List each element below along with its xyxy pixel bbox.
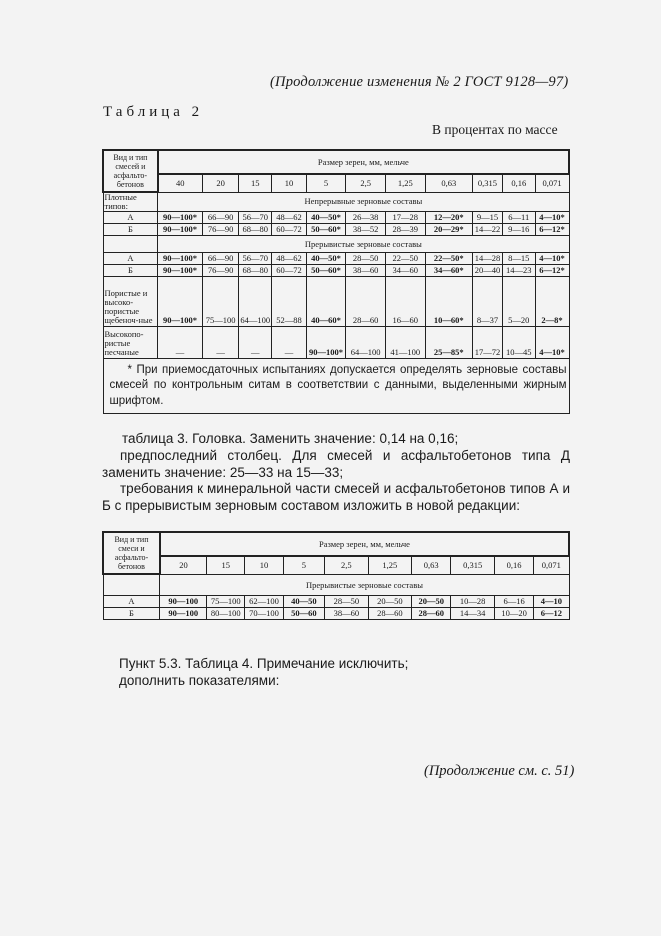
value-cell: 90—100* bbox=[158, 264, 203, 276]
table-row bbox=[103, 211, 569, 223]
value-cell: 34—60 bbox=[385, 264, 425, 276]
paragraph-supplement: дополнить показателями: bbox=[119, 673, 280, 688]
value-cell: 16—60 bbox=[385, 276, 425, 326]
size-header-cell: 0,16 bbox=[494, 556, 533, 574]
value-cell: 50—60* bbox=[306, 264, 346, 276]
value-cell: 66—90 bbox=[202, 211, 239, 223]
value-cell: 90—100 bbox=[160, 596, 207, 608]
paragraph-penultimate-column: предпоследний столбец. Для смесей и асфальтобетонов типа Д заменить значение: 25—33 на 15—33; bbox=[102, 448, 570, 480]
value-cell: 38—60 bbox=[346, 264, 386, 276]
value-cell: 4—10* bbox=[535, 211, 569, 223]
value-cell: 64—100 bbox=[346, 326, 386, 358]
size-header-cell: 0,315 bbox=[451, 556, 494, 574]
size-header-cell: 20 bbox=[202, 174, 239, 192]
table-row bbox=[103, 596, 569, 608]
value-cell: 64—100 bbox=[239, 276, 272, 326]
table2-section1-left: Плотные типов: bbox=[103, 192, 158, 211]
size-header-cell: 1,25 bbox=[368, 556, 411, 574]
value-cell: 40—50 bbox=[283, 596, 324, 608]
size-header-cell: 40 bbox=[158, 174, 203, 192]
size-header-cell: 2,5 bbox=[325, 556, 368, 574]
value-cell: 40—50* bbox=[306, 211, 346, 223]
value-cell: 75—100 bbox=[207, 596, 245, 608]
table2-footnote: * При приемосдаточных испытаниях допускается определять зерновые составы смесей по контрольным ситам в соответствии с данными, выделенными жирным шрифтом. bbox=[103, 358, 569, 414]
table-row bbox=[103, 264, 569, 276]
row-type: Б bbox=[103, 223, 158, 235]
size-header-cell: 0,315 bbox=[473, 174, 503, 192]
value-cell: 25—85* bbox=[425, 326, 472, 358]
value-cell: 12—20* bbox=[425, 211, 472, 223]
value-cell: 90—100 bbox=[160, 608, 207, 620]
value-cell: 17—28 bbox=[385, 211, 425, 223]
size-header-cell: 2,5 bbox=[346, 174, 386, 192]
value-cell: 14—22 bbox=[473, 223, 503, 235]
size-header-cell: 15 bbox=[239, 174, 272, 192]
table2-size-header: Размер зерен, мм, мельче bbox=[158, 150, 569, 174]
table-row bbox=[103, 608, 569, 620]
row-type: А bbox=[103, 211, 158, 223]
value-cell: — bbox=[239, 326, 272, 358]
value-cell: 6—11 bbox=[502, 211, 535, 223]
value-cell: 22—50 bbox=[385, 252, 425, 264]
value-cell: 76—90 bbox=[202, 264, 239, 276]
value-cell: 6—12* bbox=[535, 223, 569, 235]
continuation-header: (Продолжение изменения № 2 ГОСТ 9128—97) bbox=[270, 74, 569, 90]
value-cell: 60—72 bbox=[272, 223, 307, 235]
value-cell: 90—100* bbox=[158, 252, 203, 264]
value-cell: 52—88 bbox=[272, 276, 307, 326]
value-cell: 76—90 bbox=[202, 223, 239, 235]
value-cell: 4—10 bbox=[534, 596, 569, 608]
row-type: Высокопо-ристые песчаные bbox=[103, 326, 158, 358]
value-cell: 90—100* bbox=[158, 211, 203, 223]
value-cell: 28—39 bbox=[385, 223, 425, 235]
value-cell: 48—62 bbox=[272, 252, 307, 264]
table3-section-label: Прерывистые зерновые составы bbox=[160, 574, 569, 596]
value-cell: 90—100* bbox=[158, 276, 203, 326]
value-cell: 2—8* bbox=[535, 276, 569, 326]
value-cell: 4—10* bbox=[535, 326, 569, 358]
table-row bbox=[103, 276, 569, 326]
size-header-cell: 0,071 bbox=[535, 174, 569, 192]
value-cell: 62—100 bbox=[245, 596, 283, 608]
continuation-footer: (Продолжение см. с. 51) bbox=[424, 763, 575, 779]
value-cell: 20—50 bbox=[368, 596, 411, 608]
value-cell: 34—60* bbox=[425, 264, 472, 276]
value-cell: 60—72 bbox=[272, 264, 307, 276]
row-type: А bbox=[103, 596, 160, 608]
value-cell: 5—20 bbox=[502, 276, 535, 326]
value-cell: 68—80 bbox=[239, 264, 272, 276]
value-cell: 20—50 bbox=[412, 596, 451, 608]
value-cell: 40—60* bbox=[306, 276, 346, 326]
value-cell: 56—70 bbox=[239, 252, 272, 264]
table3-size-header: Размер зерен, мм, мельче bbox=[160, 532, 569, 556]
paragraph-requirements: требования к минеральной части смесей и асфальтобетонов типов А и Б с прерывистым зерновым составом изложить в новой редакции: bbox=[102, 481, 570, 513]
row-type: Б bbox=[103, 264, 158, 276]
size-header-cell: 0,16 bbox=[502, 174, 535, 192]
value-cell: 14—34 bbox=[451, 608, 494, 620]
value-cell: 90—100* bbox=[306, 326, 346, 358]
value-cell: 90—100* bbox=[158, 223, 203, 235]
row-type: А bbox=[103, 252, 158, 264]
paragraph-point-5-3: Пункт 5.3. Таблица 4. Примечание исключить; bbox=[119, 656, 409, 671]
value-cell: 4—10* bbox=[535, 252, 569, 264]
value-cell: 38—60 bbox=[325, 608, 368, 620]
value-cell: 20—40 bbox=[473, 264, 503, 276]
value-cell: 70—100 bbox=[245, 608, 283, 620]
value-cell: 22—50* bbox=[425, 252, 472, 264]
row-type: Б bbox=[103, 608, 160, 620]
size-header-cell: 5 bbox=[283, 556, 324, 574]
table2-head-label: Вид и тип смесей и асфальто-бетонов bbox=[103, 150, 158, 192]
table3-head-label: Вид и тип смеси и асфальто-бетонов bbox=[103, 532, 160, 574]
value-cell: 6—12* bbox=[535, 264, 569, 276]
value-cell: 50—60* bbox=[306, 223, 346, 235]
value-cell: 26—38 bbox=[346, 211, 386, 223]
value-cell: 75—100 bbox=[202, 276, 239, 326]
value-cell: 28—60 bbox=[368, 608, 411, 620]
table2-section2-label: Прерывистые зерновые составы bbox=[158, 235, 569, 252]
value-cell: 40—50* bbox=[306, 252, 346, 264]
value-cell: 28—60 bbox=[346, 276, 386, 326]
table2-units: В процентах по массе bbox=[432, 122, 558, 137]
paragraph-table3-head: таблица 3. Головка. Заменить значение: 0,14 на 0,16; bbox=[122, 431, 459, 446]
value-cell: 8—37 bbox=[473, 276, 503, 326]
value-cell: 80—100 bbox=[207, 608, 245, 620]
table2-title: Таблица 2 bbox=[103, 104, 204, 120]
table-row bbox=[103, 326, 569, 358]
value-cell: — bbox=[272, 326, 307, 358]
value-cell: 10—45 bbox=[502, 326, 535, 358]
size-header-cell: 0,071 bbox=[534, 556, 569, 574]
value-cell: 17—72 bbox=[473, 326, 503, 358]
value-cell: 10—28 bbox=[451, 596, 494, 608]
size-header-cell: 0,63 bbox=[425, 174, 472, 192]
table-2 bbox=[102, 149, 570, 414]
value-cell: 68—80 bbox=[239, 223, 272, 235]
value-cell: 10—20 bbox=[494, 608, 533, 620]
value-cell: 66—90 bbox=[202, 252, 239, 264]
value-cell: — bbox=[202, 326, 239, 358]
value-cell: 28—50 bbox=[325, 596, 368, 608]
table-row bbox=[103, 223, 569, 235]
value-cell: 8—15 bbox=[502, 252, 535, 264]
value-cell: 9—15 bbox=[473, 211, 503, 223]
row-type: Пористые и высоко-пористые щебеноч-ные bbox=[103, 276, 158, 326]
value-cell: 14—28 bbox=[473, 252, 503, 264]
value-cell: 6—12 bbox=[534, 608, 569, 620]
size-header-cell: 1,25 bbox=[385, 174, 425, 192]
value-cell: 48—62 bbox=[272, 211, 307, 223]
value-cell: 50—60 bbox=[283, 608, 324, 620]
value-cell: 28—50 bbox=[346, 252, 386, 264]
value-cell: 10—60* bbox=[425, 276, 472, 326]
size-header-cell: 10 bbox=[245, 556, 283, 574]
value-cell: 56—70 bbox=[239, 211, 272, 223]
size-header-cell: 5 bbox=[306, 174, 346, 192]
table-3-new bbox=[102, 531, 570, 620]
value-cell: 38—52 bbox=[346, 223, 386, 235]
size-header-cell: 10 bbox=[272, 174, 307, 192]
table-row bbox=[103, 252, 569, 264]
size-header-cell: 0,63 bbox=[412, 556, 451, 574]
value-cell: 14—23 bbox=[502, 264, 535, 276]
table2-section1-label: Непрерывные зерновые составы bbox=[158, 192, 569, 211]
value-cell: 9—16 bbox=[502, 223, 535, 235]
value-cell: 6—16 bbox=[494, 596, 533, 608]
value-cell: 28—60 bbox=[412, 608, 451, 620]
size-header-cell: 15 bbox=[207, 556, 245, 574]
size-header-cell: 20 bbox=[160, 556, 207, 574]
value-cell: 20—29* bbox=[425, 223, 472, 235]
value-cell: — bbox=[158, 326, 203, 358]
value-cell: 41—100 bbox=[385, 326, 425, 358]
